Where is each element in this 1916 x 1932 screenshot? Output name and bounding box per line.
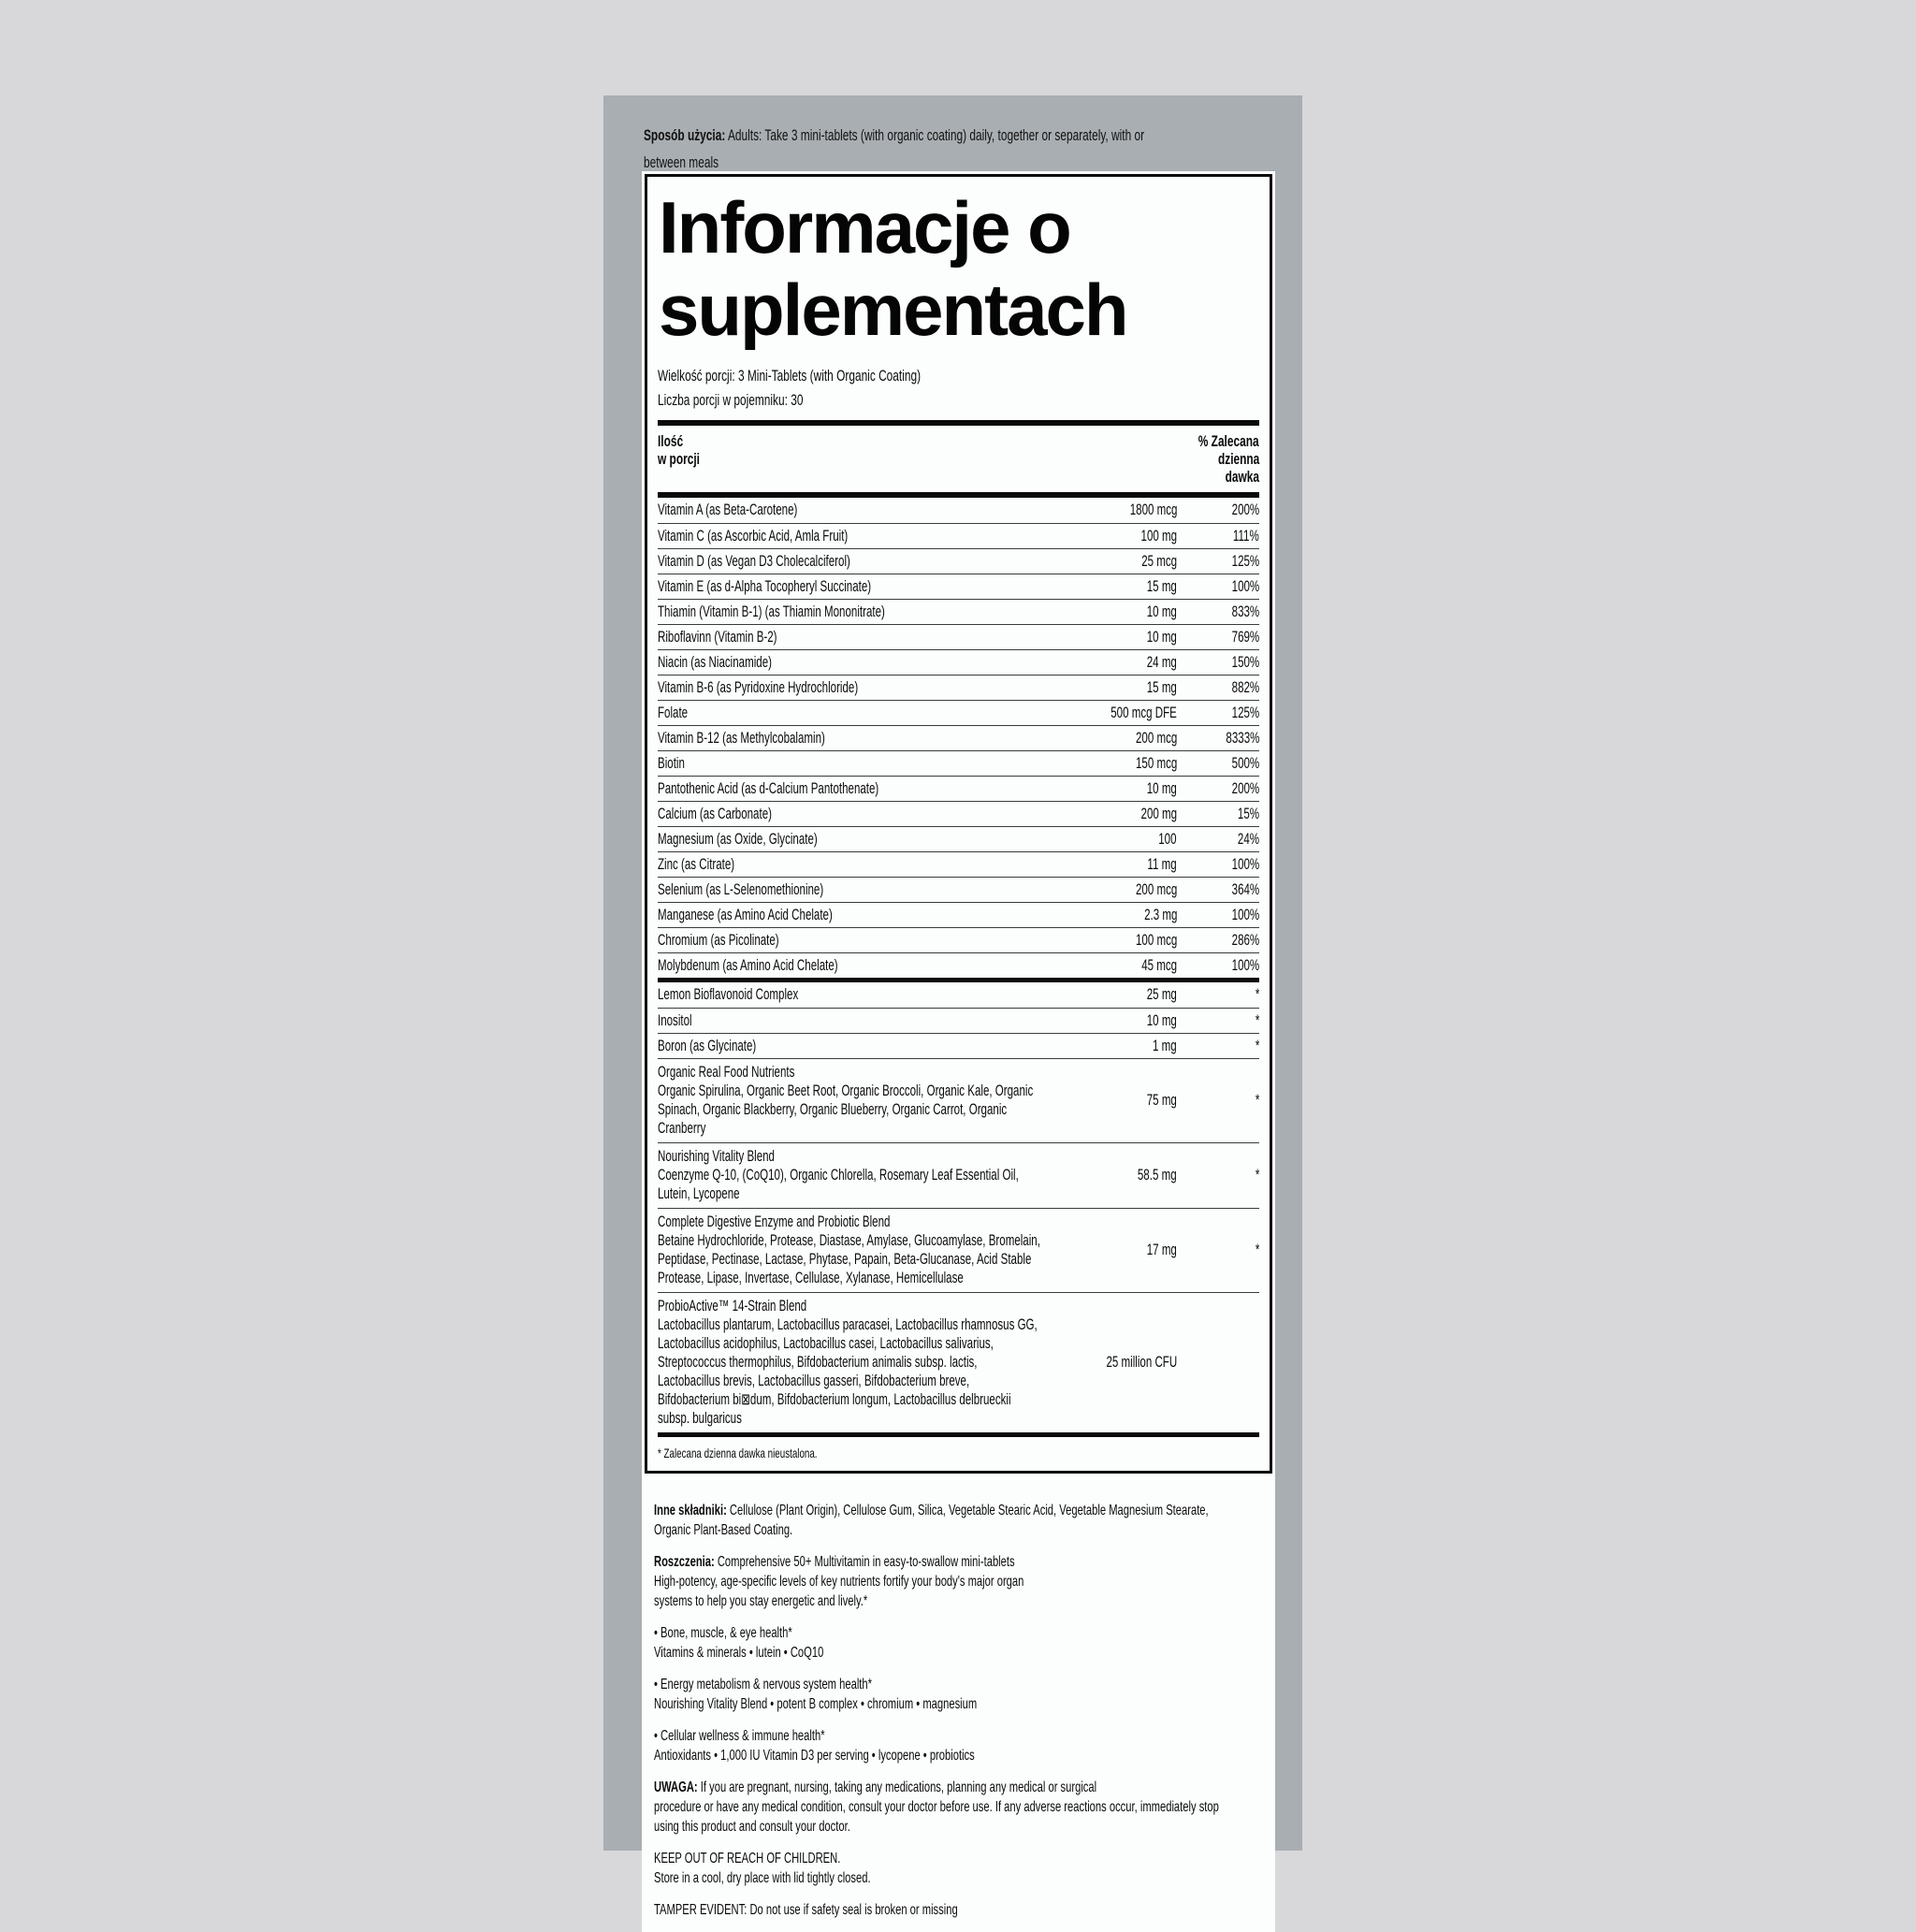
- nutrient-name: Lemon Bioflavonoid Complex: [658, 986, 799, 1003]
- blend-ingredients-line: Lactobacillus brevis, Lactobacillus gasseri, Bifdobacterium breve,: [658, 1373, 970, 1389]
- nutrient-row: [658, 700, 1259, 725]
- nutrient-table-blends: [658, 1058, 1259, 1432]
- nutrient-name: Molybdenum (as Amino Acid Chelate): [658, 956, 838, 974]
- blend-description: [658, 1297, 1037, 1428]
- nutrient-name: Vitamin B-6 (as Pyridoxine Hydrochloride): [658, 678, 859, 696]
- nutrient-table-extra: [658, 982, 1259, 1058]
- nutrient-name: Folate: [658, 704, 689, 721]
- nutrient-dv: *: [1255, 1037, 1259, 1054]
- nutrient-amount: 25 mcg: [1141, 552, 1177, 570]
- nutrient-name: Boron (as Glycinate): [658, 1037, 757, 1054]
- nutrient-row: [658, 624, 1259, 649]
- nutrient-name: Magnesium (as Oxide, Glycinate): [658, 830, 818, 848]
- nutrient-name: Selenium (as L-Selenomethionine): [658, 880, 824, 898]
- other-ingredients: Inne składniki: Cellulose (Plant Origin), Cellulose Gum, Silica, Vegetable Stearic Acid, Vegetable Magnesium Stearate, Organic Plant-Based Coating.: [654, 1503, 1209, 1538]
- nutrient-dv: 125%: [1231, 552, 1259, 570]
- nutrient-dv: 100%: [1231, 906, 1259, 923]
- blend-amount: 17 mg: [1146, 1241, 1177, 1258]
- blend-row: [658, 1058, 1259, 1142]
- blend-amount: 25 million CFU: [1106, 1353, 1177, 1371]
- nutrient-dv: *: [1255, 986, 1259, 1003]
- serving-size: Wielkość porcji: 3 Mini-Tablets (with Organic Coating): [658, 367, 922, 385]
- blend-row: [658, 1142, 1259, 1208]
- blend-title: ProbioActive™ 14-Strain Blend: [658, 1298, 807, 1315]
- usage-directions: [644, 122, 1289, 176]
- blend-amount: 58.5 mg: [1138, 1166, 1177, 1184]
- nutrient-table-main: [658, 498, 1259, 978]
- nutrient-dv: 100%: [1231, 577, 1259, 595]
- other-ingredients-lead: Inne składniki:: [654, 1503, 727, 1518]
- blend-dv: *: [1255, 1241, 1259, 1258]
- nutrient-dv: 500%: [1231, 754, 1259, 772]
- table-column-headers: [658, 426, 1259, 492]
- nutrient-name: Vitamin C (as Ascorbic Acid, Amla Fruit): [658, 527, 849, 545]
- claims: Roszczenia: Comprehensive 50+ Multivitamin in easy-to-swallow mini-tablets High-potency, age-specific levels of key nutrients fortify your body's major organ systems to help you stay energetic and lively.*: [654, 1554, 1024, 1609]
- nutrient-name: Vitamin B-12 (as Methylcobalamin): [658, 729, 825, 747]
- nutrient-dv: 8333%: [1226, 729, 1259, 747]
- facts-title-line-1: Informacje o: [659, 186, 1070, 269]
- nutrient-row: [658, 927, 1259, 952]
- nutrient-amount: 150 mcg: [1135, 754, 1177, 772]
- blend-ingredients-line: Lactobacillus acidophilus, Lactobacillus casei, Lactobacillus salivarius,: [658, 1335, 994, 1352]
- blend-row: [658, 1208, 1259, 1292]
- nutrient-amount: 25 mg: [1146, 986, 1177, 1003]
- nutrient-dv: 882%: [1231, 678, 1259, 696]
- nutrient-amount: 24 mg: [1146, 653, 1177, 671]
- blend-description: [658, 1147, 1037, 1203]
- blend-row: [658, 1292, 1259, 1432]
- nutrient-row: [658, 649, 1259, 675]
- blend-description: [658, 1213, 1040, 1287]
- nutrient-name: Biotin: [658, 754, 685, 772]
- nutrient-row: [658, 498, 1259, 523]
- facts-title-line-2: suplementach: [659, 269, 1127, 351]
- label-gray-band: [603, 95, 1302, 1918]
- usage-text: Adults: Take 3 mini-tablets (with organic coating) daily, together or separately, with or: [727, 126, 1145, 144]
- nutrient-dv: 200%: [1231, 779, 1259, 797]
- nutrient-amount: 200 mg: [1140, 805, 1177, 822]
- nutrient-row: [658, 1033, 1259, 1058]
- nutrient-amount: 200 mcg: [1135, 729, 1177, 747]
- nutrient-amount: 15 mg: [1146, 577, 1177, 595]
- blend-ingredients-line: Coenzyme Q-10, (CoQ10), Organic Chlorella, Rosemary Leaf Essential Oil,: [658, 1167, 1019, 1184]
- keep-out-of-reach: KEEP OUT OF REACH OF CHILDREN. Store in a cool, dry place with lid tightly closed.: [654, 1851, 871, 1886]
- nutrient-name: Zinc (as Citrate): [658, 855, 735, 873]
- nutrient-row: [658, 851, 1259, 877]
- nutrient-dv: 286%: [1231, 931, 1259, 949]
- blend-ingredients-line: Organic Spirulina, Organic Beet Root, Organic Broccoli, Organic Kale, Organic: [658, 1082, 1034, 1099]
- nutrient-dv: 24%: [1237, 830, 1259, 848]
- blend-title: Complete Digestive Enzyme and Probiotic Blend: [658, 1213, 891, 1230]
- blend-ingredients-line: Bifdobacterium bi⊠dum, Bifdobacterium longum, Lactobacillus delbrueckii: [658, 1391, 1011, 1408]
- tamper-evident: TAMPER EVIDENT: Do not use if safety seal is broken or missing: [654, 1902, 958, 1918]
- blend-description: [658, 1063, 1037, 1138]
- blend-dv: [1177, 1354, 1259, 1372]
- nutrient-dv: 15%: [1237, 805, 1259, 822]
- nutrient-row: [658, 952, 1259, 978]
- supplement-facts-box: [645, 174, 1272, 1474]
- nutrient-row: [658, 523, 1259, 548]
- usage-lead: Sposób użycia:: [644, 126, 726, 144]
- nutrient-row: [658, 675, 1259, 700]
- nutrient-amount: 15 mg: [1146, 678, 1177, 696]
- nutrient-name: Calcium (as Carbonate): [658, 805, 772, 822]
- serving-info: [658, 364, 1259, 413]
- benefit-bullet-1: • Bone, muscle, & eye health* Vitamins & minerals • lutein • CoQ10: [654, 1625, 824, 1661]
- blend-ingredients-line: Peptidase, Pectinase, Lactase, Phytase, Papain, Beta-Glucanase, Acid Stable: [658, 1251, 1032, 1268]
- nutrient-amount: 200 mcg: [1135, 880, 1177, 898]
- nutrient-row: [658, 1008, 1259, 1033]
- nutrient-amount: 1 mg: [1153, 1037, 1177, 1054]
- benefit-bullet-2: • Energy metabolism & nervous system health* Nourishing Vitality Blend • potent B complex • chromium • magnesium: [654, 1677, 978, 1712]
- nutrient-amount: 500 mcg DFE: [1110, 704, 1177, 721]
- blend-dv: *: [1255, 1091, 1259, 1109]
- nutrient-name: Chromium (as Picolinate): [658, 931, 779, 949]
- nutrient-amount: 100 mcg: [1135, 931, 1177, 949]
- nutrient-name: Inositol: [658, 1011, 692, 1029]
- nutrient-name: Vitamin A (as Beta-Carotene): [658, 501, 798, 518]
- amount-column-header: Ilość w porcji: [658, 432, 700, 468]
- nutrient-row: [658, 725, 1259, 750]
- blend-ingredients-line: Lutein, Lycopene: [658, 1185, 740, 1202]
- blend-dv: *: [1255, 1166, 1259, 1184]
- nutrient-name: Pantothenic Acid (as d-Calcium Pantothenate): [658, 779, 879, 797]
- dv-column-header: % Zalecana dzienna dawka: [1198, 432, 1259, 486]
- nutrient-amount: 11 mg: [1147, 855, 1177, 873]
- nutrient-amount: 45 mcg: [1141, 956, 1177, 974]
- nutrient-name: Vitamin E (as d-Alpha Tocopheryl Succinate): [658, 577, 872, 595]
- blend-ingredients-line: Protease, Lipase, Invertase, Cellulase, Xylanase, Hemicellulase: [658, 1270, 964, 1286]
- nutrient-dv: 100%: [1231, 956, 1259, 974]
- blend-ingredients-line: Spinach, Organic Blackberry, Organic Blueberry, Organic Carrot, Organic: [658, 1101, 1008, 1118]
- blend-title: Nourishing Vitality Blend: [658, 1148, 775, 1165]
- nutrient-amount: 1800 mcg: [1129, 501, 1177, 518]
- dv-footnote: * Zalecana dzienna dawka nieustalona.: [658, 1445, 818, 1460]
- nutrient-row: [658, 574, 1259, 599]
- usage-line-2: between meals: [644, 153, 719, 171]
- nutrient-row: [658, 599, 1259, 624]
- nutrient-row: [658, 801, 1259, 826]
- blend-ingredients-line: subsp. bulgaricus: [658, 1410, 742, 1427]
- usage-line-1: [644, 122, 1289, 149]
- warning-lead: UWAGA:: [654, 1779, 698, 1795]
- nutrient-row: [658, 902, 1259, 927]
- servings-per-container: Liczba porcji w pojemniku: 30: [658, 391, 804, 409]
- blend-ingredients-line: Lactobacillus plantarum, Lactobacillus paracasei, Lactobacillus rhamnosus GG,: [658, 1316, 1038, 1333]
- blend-amount: 75 mg: [1146, 1091, 1177, 1109]
- nutrient-dv: 200%: [1231, 501, 1259, 518]
- nutrient-row: [658, 548, 1259, 574]
- facts-title: [659, 186, 1259, 351]
- claims-lead: Roszczenia:: [654, 1554, 715, 1570]
- lower-text-sections: [642, 1476, 1275, 1920]
- nutrient-amount: 100 mg: [1140, 527, 1177, 545]
- nutrient-row: [658, 877, 1259, 902]
- nutrient-dv: 769%: [1231, 628, 1259, 646]
- blend-ingredients-line: Cranberry: [658, 1120, 706, 1137]
- nutrient-name: Niacin (as Niacinamide): [658, 653, 772, 671]
- nutrient-amount: 2.3 mg: [1143, 906, 1177, 923]
- nutrient-row: [658, 776, 1259, 801]
- nutrient-dv: 111%: [1233, 527, 1259, 545]
- nutrient-dv: *: [1255, 1011, 1259, 1029]
- label-white-panel: [642, 171, 1275, 1932]
- warning: UWAGA: If you are pregnant, nursing, taking any medications, planning any medical or surgical procedure or have any medical condition, consult your doctor before use. If any adverse reactions occur, immediately stop using this product and consult your doctor.: [654, 1779, 1219, 1835]
- nutrient-name: Thiamin (Vitamin B-1) (as Thiamin Mononitrate): [658, 603, 885, 620]
- blend-ingredients-line: Streptococcus thermophilus, Bifdobacterium animalis subsp. lactis,: [658, 1354, 978, 1371]
- nutrient-amount: 10 mg: [1146, 1011, 1177, 1029]
- nutrient-amount: 100: [1158, 830, 1177, 848]
- nutrient-amount: 10 mg: [1146, 628, 1177, 646]
- blend-title: Organic Real Food Nutrients: [658, 1064, 795, 1081]
- nutrient-dv: 125%: [1231, 704, 1259, 721]
- nutrient-name: Manganese (as Amino Acid Chelate): [658, 906, 833, 923]
- nutrient-dv: 364%: [1231, 880, 1259, 898]
- nutrient-name: Vitamin D (as Vegan D3 Cholecalciferol): [658, 552, 850, 570]
- nutrient-name: Riboflavinn (Vitamin B-2): [658, 628, 777, 646]
- nutrient-amount: 10 mg: [1146, 779, 1177, 797]
- nutrient-row: [658, 826, 1259, 851]
- nutrient-dv: 100%: [1231, 855, 1259, 873]
- nutrient-amount: 10 mg: [1146, 603, 1177, 620]
- nutrient-row: [658, 982, 1259, 1008]
- benefit-bullet-3: • Cellular wellness & immune health* Antioxidants • 1,000 IU Vitamin D3 per serving • lycopene • probiotics: [654, 1728, 975, 1764]
- nutrient-row: [658, 750, 1259, 776]
- blend-ingredients-line: Betaine Hydrochloride, Protease, Diastase, Amylase, Glucoamylase, Bromelain,: [658, 1232, 1040, 1249]
- nutrient-dv: 833%: [1231, 603, 1259, 620]
- nutrient-dv: 150%: [1231, 653, 1259, 671]
